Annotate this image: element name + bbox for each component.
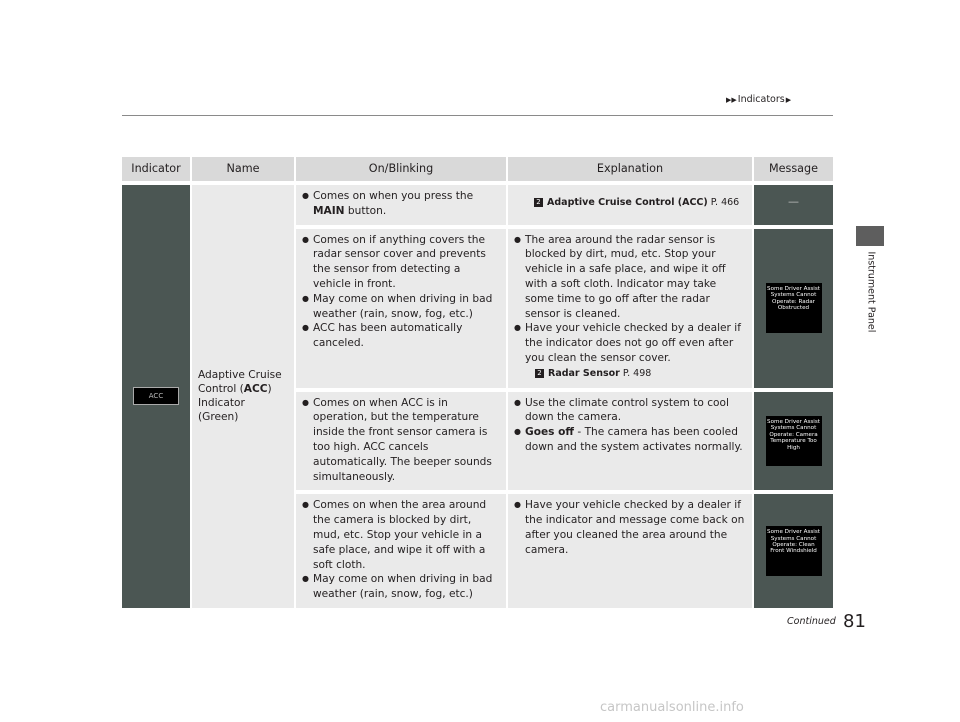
header-explanation: Explanation: [508, 157, 754, 181]
header-name: Name: [192, 157, 296, 181]
message-cell: [754, 388, 833, 491]
page-reference[interactable]: 2 Radar Sensor P. 498: [525, 366, 746, 382]
watermark: carmanualsonline.info: [600, 700, 744, 715]
page-reference[interactable]: 2 Adaptive Cruise Control (ACC) P. 466: [508, 185, 752, 211]
list-item: ● Comes on when you press the MAIN button.: [302, 189, 500, 219]
header-message: Message: [754, 157, 833, 181]
continued-label: Continued: [787, 616, 836, 627]
list-item: ● Comes on when ACC is in operation, but the temperature inside the front sensor camera is too high. ACC cancels automatically. The beeper sounds simultaneously.: [302, 396, 500, 485]
list-item: ● May come on when driving in bad weather (rain, snow, fog, etc.): [302, 572, 500, 602]
side-tab-label: Instrument Panel: [865, 251, 877, 333]
list-item: ● Comes on when the area around the camera is blocked by dirt, mud, etc. Stop your vehicle in a safe place, and wipe it off with a soft cloth.: [302, 498, 500, 572]
message-screen-image: Some Driver Assist Systems Cannot Operate: Radar Obstructed: [766, 283, 822, 333]
list-item: ● May come on when driving in bad weather (rain, snow, fog, etc.): [302, 292, 500, 322]
header-on-blinking: On/Blinking: [296, 157, 508, 181]
explanation-cell: [508, 388, 754, 491]
indicator-table: [122, 157, 833, 608]
header-rule: [122, 115, 833, 116]
breadcrumb-arrow-icon: ▶▶: [726, 95, 737, 104]
list-item: ● ACC has been automatically canceled.: [302, 321, 500, 351]
message-screen-image: Some Driver Assist Systems Cannot Operate: Clean Front Windshield: [766, 526, 822, 576]
message-screen-image: Some Driver Assist Systems Cannot Operate: Camera Temperature Too High: [766, 416, 822, 466]
on-blinking-cell: [296, 181, 508, 225]
reference-arrow-icon: 2: [535, 369, 544, 378]
header-indicator: Indicator: [122, 157, 192, 181]
breadcrumb-arrow-icon: ▶: [785, 95, 792, 104]
list-item: ● Comes on if anything covers the radar sensor cover and prevents the sensor from detecting a vehicle in front.: [302, 233, 500, 292]
list-item: ● Goes off - The camera has been cooled down and the system activates normally.: [514, 425, 746, 455]
explanation-cell: [508, 225, 754, 388]
name-line2: Indicator (Green): [198, 397, 245, 424]
indicator-cell: [122, 181, 192, 608]
page-number: 81: [843, 611, 866, 632]
on-blinking-cell: [296, 225, 508, 388]
message-cell: [754, 181, 833, 225]
explanation-cell: [508, 181, 754, 225]
section-tab: [856, 226, 884, 246]
list-item: ● Use the climate control system to cool down the camera.: [514, 396, 746, 426]
breadcrumb: [726, 94, 791, 105]
list-item: ● Have your vehicle checked by a dealer if the indicator does not go off even after you clean the sensor cover. 2 Radar Sensor P. 498: [514, 321, 746, 381]
on-blinking-cell: [296, 490, 508, 608]
acc-indicator-icon: ACC: [133, 387, 179, 405]
name-prefix: Adaptive Cruise Control (: [198, 369, 282, 396]
name-cell: [192, 181, 296, 608]
table-row: [122, 181, 833, 225]
breadcrumb-label: Indicators: [737, 94, 785, 105]
message-cell: [754, 490, 833, 608]
message-cell: [754, 225, 833, 388]
explanation-cell: [508, 490, 754, 608]
name-acc: ACC: [243, 383, 268, 396]
reference-arrow-icon: 2: [534, 198, 543, 207]
on-blinking-cell: [296, 388, 508, 491]
message-dash: —: [788, 195, 799, 208]
list-item: ● Have your vehicle checked by a dealer if the indicator and message come back on after you cleaned the area around the camera.: [514, 498, 746, 557]
name-suffix: ): [267, 383, 272, 396]
table-header-row: [122, 157, 833, 181]
list-item: ● The area around the radar sensor is blocked by dirt, mud, etc. Stop your vehicle in a safe place, and wipe it off with a soft cloth. Indicator may take some time to go off after the radar sensor is cleaned.: [514, 233, 746, 322]
